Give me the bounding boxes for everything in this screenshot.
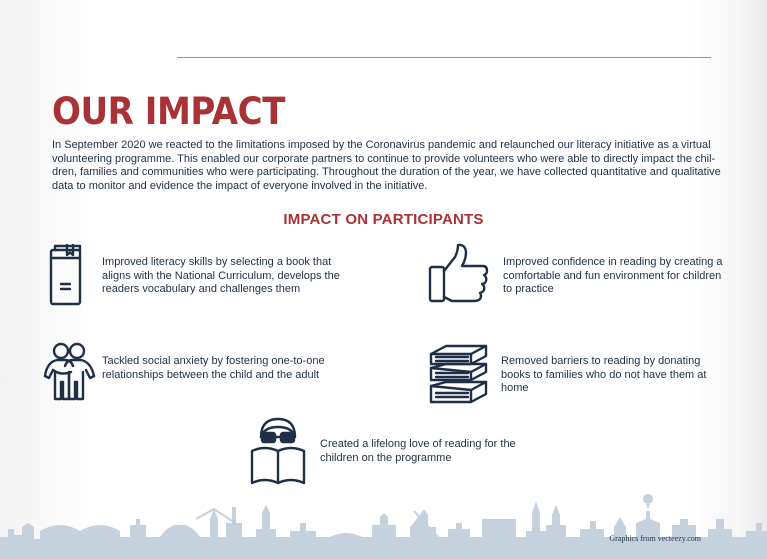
city-skyline-illustration <box>0 479 767 559</box>
section-heading: IMPACT ON PARTICIPANTS <box>283 211 484 228</box>
intro-paragraph: In September 2020 we reacted to the limitations imposed by the Coronavirus pandemic and relaunched our literacy initiative as a virtual volunteering programme. This enabled our corporate partners to continue to provide volunteers who were able to directly impact the chil-dren, families and communities who were participating. Throughout the duration of the year, we have collected quantitative and qualitative data to monitor and evidence the impact of everyone involved in the initiative. <box>52 139 721 192</box>
stacked-books-icon <box>428 344 490 406</box>
impact-item-text: Removed barriers to reading by donating books to families who do not have them at home <box>501 355 707 395</box>
people-hug-icon <box>41 342 99 402</box>
child-reading-icon <box>250 417 306 485</box>
impact-item-text: Improved confidence in reading by creating a comfortable and fun environment for children to practice <box>503 256 723 296</box>
thumbs-up-icon <box>428 243 490 303</box>
impact-item-text: Tackled social anxiety by fostering one-to-one relationships between the child and the adult <box>102 355 325 381</box>
impact-item-text: Created a lifelong love of reading for the children on the programme <box>320 438 516 464</box>
graphics-credit: Graphics from vecteezy.com <box>609 534 701 543</box>
impact-item-text: Improved literacy skills by selecting a book that aligns with the National Curriculum, develops the readers vocabulary and challenges them <box>102 256 340 296</box>
top-divider <box>177 57 711 58</box>
page-title: OUR IMPACT <box>52 90 285 133</box>
book-icon <box>48 244 84 306</box>
